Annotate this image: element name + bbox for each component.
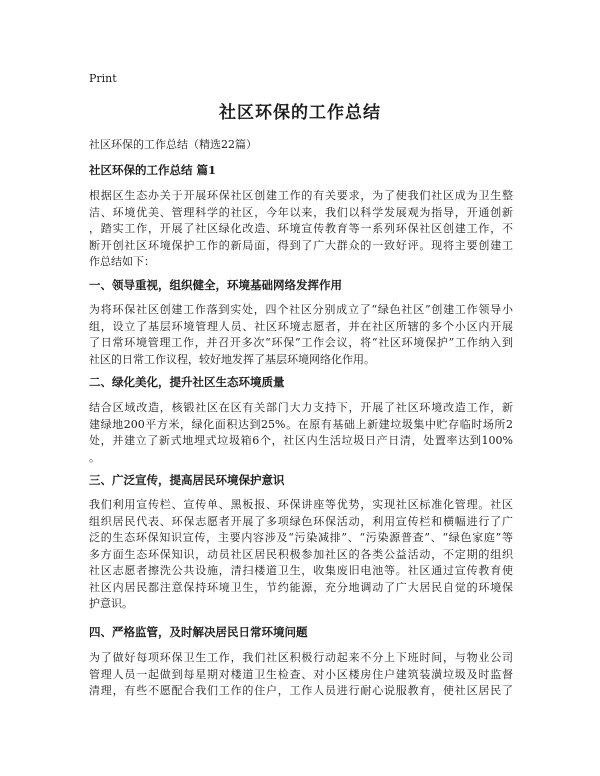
paragraph-line: 社区志愿者擦洗公共设施，清扫楼道卫生，收集废旧电池等。社区通过宣传教育使 <box>89 564 513 577</box>
paragraph-line: 断开创社区环境保护工作的新局面，得到了广大群众的一致好评。现将主要创建工 <box>89 238 513 252</box>
paragraph-line: 组织居民代表、环保志愿者开展了多项绿色环保活动，利用宣传栏和横幅进行了广 <box>89 514 513 528</box>
paragraph-line: 建绿地200平方米，绿化面积达到25%。在原有基础上新建垃圾集中贮存临时场所2 <box>89 417 513 431</box>
section-paragraph-3 <box>89 497 513 613</box>
paragraph-line: 护意识。 <box>89 597 133 610</box>
paragraph-line: 洁、环境优美、管理科学的社区，今年以来，我们以科学发展观为指导，开通创新 <box>89 205 513 219</box>
section-paragraph-4 <box>89 650 513 700</box>
paragraph-line: 我们利用宣传栏、宣传单、黑板报、环保讲座等优势，实现社区标准化管理。社区 <box>89 498 513 511</box>
document-title: 社区环保的工作总结 <box>219 103 381 123</box>
chapter-heading: 社区环保的工作总结 篇1 <box>89 163 217 177</box>
paragraph-line: 清理，有些不愿配合我们工作的住户，工作人员进行耐心说服教育，使社区居民了 <box>89 684 513 697</box>
print-label[interactable]: Print <box>89 72 117 85</box>
paragraph-line: 多方面生态环保知识，动员社区居民积极参加社区的各类公益活动，不定期的组织 <box>89 547 513 561</box>
intro-paragraph <box>89 188 513 271</box>
section-heading-4: 四、严格监管，及时解决居民日常环境问题 <box>89 625 308 639</box>
section-heading-1: 一、领导重视，组织健全，环境基础网络发挥作用 <box>89 278 342 292</box>
paragraph-line: 处，并建立了新式地埋式垃圾箱6个，社区内生活垃圾日产日清，处置率达到100% <box>89 434 513 447</box>
paragraph-line: 组，设立了基层环境管理人员、社区环境志愿者，并在社区所辖的多个小区内开展 <box>89 319 513 333</box>
paragraph-line: 了日常环境管理工作，并召开多次“环保”工作会议，将“社区环境保护”工作纳入到 <box>89 336 513 349</box>
section-paragraph-1 <box>89 302 513 368</box>
paragraph-line: 结合区域改造，核锻社区在区有关部门大力支持下，开展了社区环境改造工作，新 <box>89 401 513 414</box>
paragraph-line: ，踏实工作，开展了社区绿化改造、环境宣传教育等一系列环保社区创建工作，不 <box>89 222 513 235</box>
paragraph-line: 为将环保社区创建工作落到实处，四个社区分别成立了“绿色社区”创建工作领导小 <box>89 303 513 316</box>
paragraph-line: 社区的日常工作议程，较好地发挥了基层环境网络化作用。 <box>89 352 375 366</box>
paragraph-line: 管理人员一起做到每星期对楼道卫生检查、对小区楼房住户建筑装潢垃圾及时监督 <box>89 667 513 681</box>
paragraph-line: 。 <box>89 450 100 464</box>
paragraph-line: 社区内居民都注意保持环境卫生，节约能源，充分地调动了广大居民自觉的环境保 <box>89 580 513 594</box>
section-paragraph-2 <box>89 400 513 466</box>
section-heading-2: 二、绿化美化，提升社区生态环境质量 <box>89 375 285 389</box>
document-subtitle: 社区环保的工作总结（精选22篇） <box>89 138 257 151</box>
paragraph-line: 根据区生态办关于开展环保社区创建工作的有关要求，为了使我们社区成为卫生整 <box>89 189 513 202</box>
paragraph-line: 作总结如下： <box>89 255 155 268</box>
paragraph-line: 为了做好每项环保卫生工作，我们社区积极行动起来不分上下班时间，与物业公司 <box>89 651 513 664</box>
paragraph-line: 泛的生态环保知识宣传，主要内容涉及“污染减排”、“污染源普查”、“绿色家庭”等 <box>89 531 513 544</box>
section-heading-3: 三、广泛宣传，提高居民环境保护意识 <box>89 473 285 487</box>
